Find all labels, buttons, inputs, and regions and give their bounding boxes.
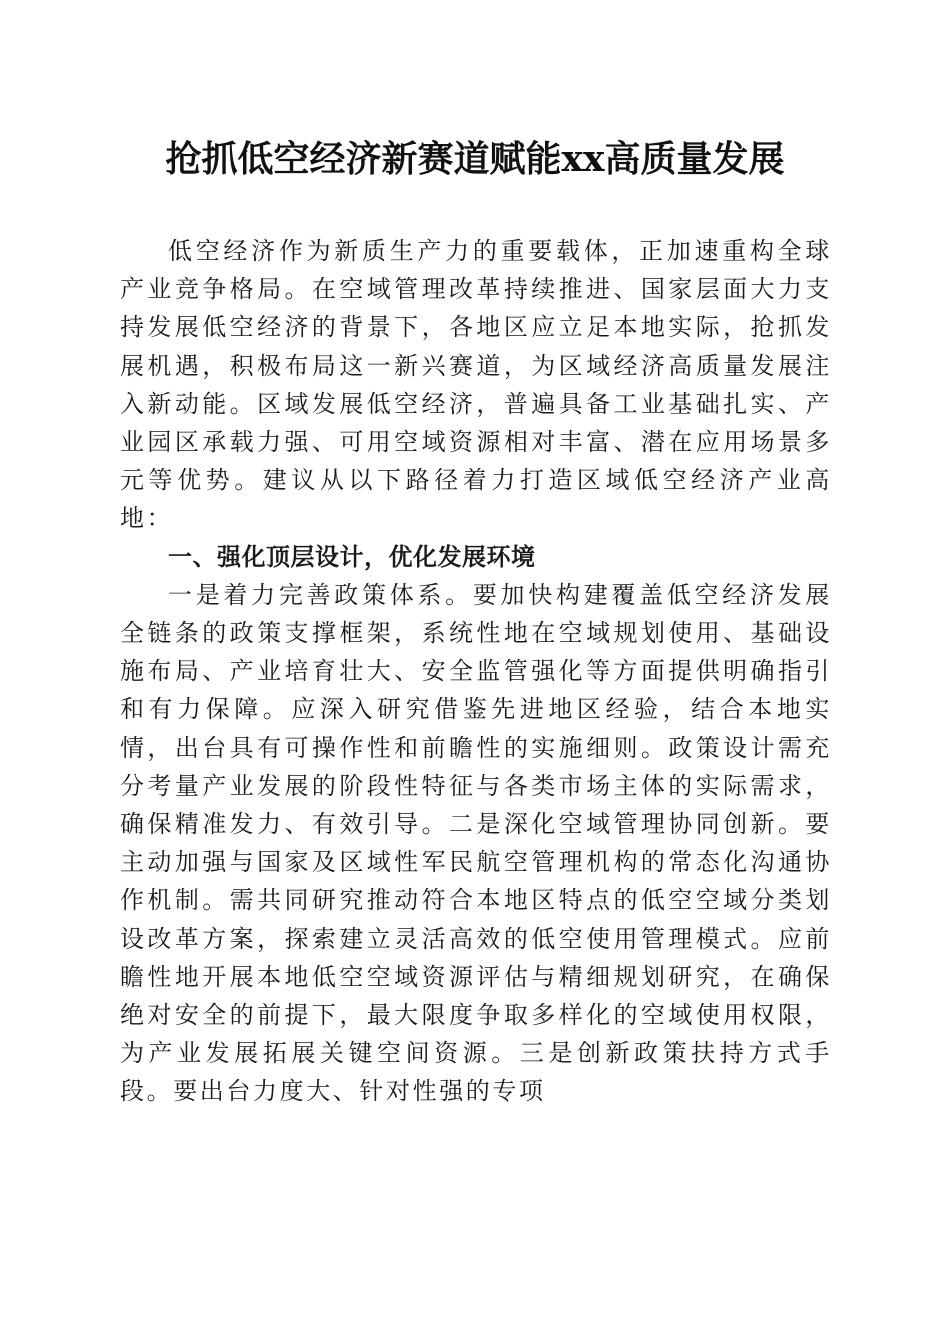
section-heading-1: 一、强化顶层设计，优化发展环境	[168, 542, 536, 571]
document-title: 抢抓低空经济新赛道赋能xx高质量发展	[165, 138, 785, 180]
document-body	[120, 232, 832, 1111]
intro-paragraph: 低空经济作为新质生产力的重要载体，正加速重构全球产业竞争格局。在空域管理改革持续推进、国家层面大力支持发展低空经济的背景下，各地区应立足本地实际，抢抓发展机遇，积极布局这一新兴赛道，为区域经济高质量发展注入新动能。区域发展低空经济，普遍具备工业基础扎实、产业园区承载力强、可用空域资源相对丰富、潜在应用场景多元等优势。建议从以下路径着力打造区域低空经济产业高地：	[120, 237, 832, 533]
section-1-paragraph: 一是着力完善政策体系。要加快构建覆盖低空经济发展全链条的政策支撑框架，系统性地在空域规划使用、基础设施布局、产业培育壮大、安全监管强化等方面提供明确指引和有力保障。应深入研究借鉴先进地区经验，结合本地实情，出台具有可操作性和前瞻性的实施细则。政策设计需充分考量产业发展的阶段性特征与各类市场主体的实际需求，确保精准发力、有效引导。二是深化空域管理协同创新。要主动加强与国家及区域性军民航空管理机构的常态化沟通协作机制。需共同研究推动符合本地区特点的低空空域分类划设改革方案，探索建立灵活高效的低空使用管理模式。应前瞻性地开展本地低空空域资源评估与精细规划研究，在确保绝对安全的前提下，最大限度争取多样化的空域使用权限，为产业发展拓展关键空间资源。三是创新政策扶持方式手段。要出台力度大、针对性强的专项	[120, 580, 832, 1106]
